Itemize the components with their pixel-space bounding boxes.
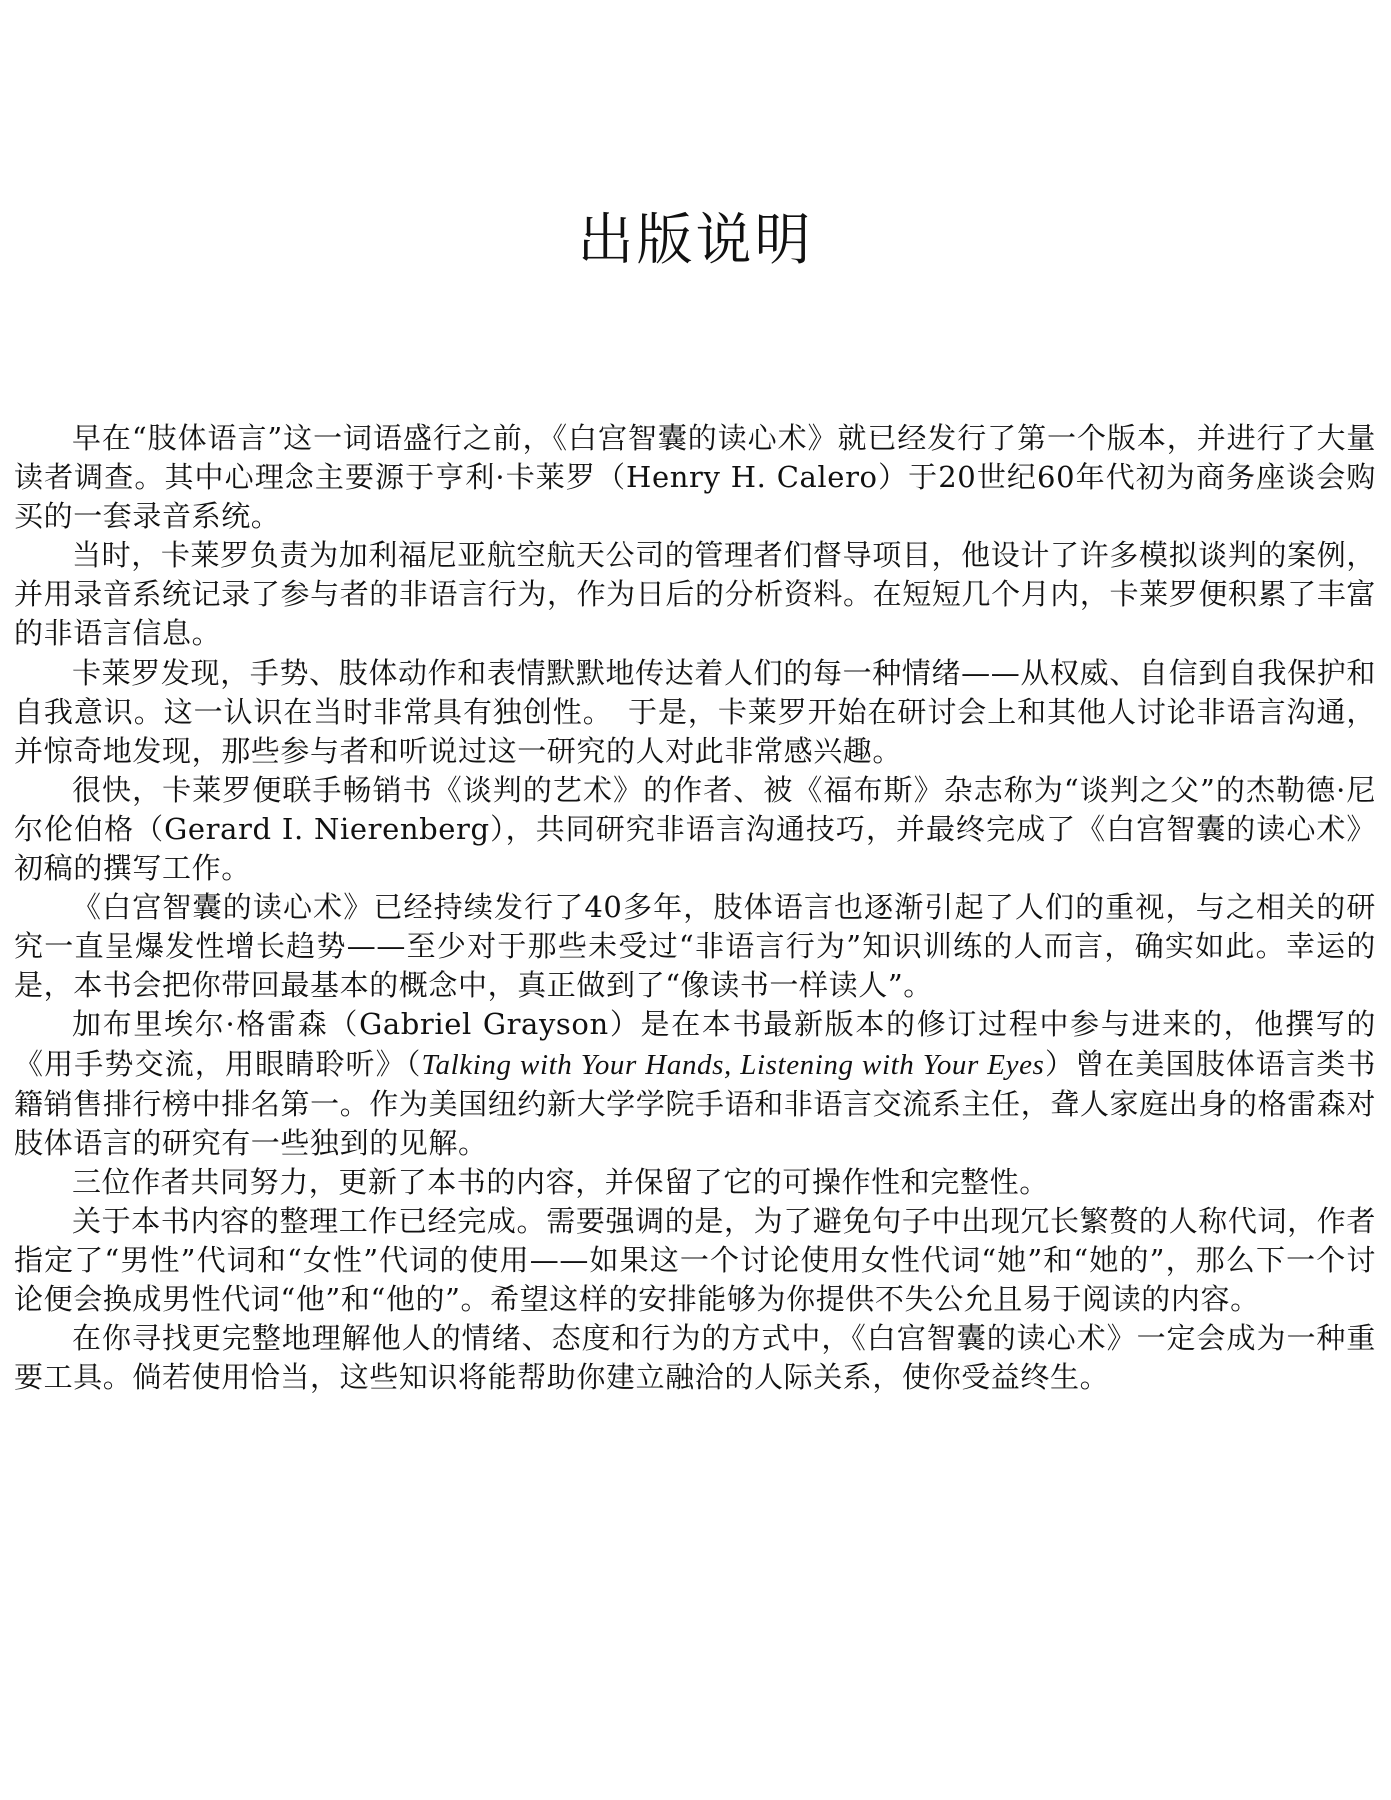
paragraph-2: 当时，卡莱罗负责为加利福尼亚航空航天公司的管理者们督导项目，他设计了许多模拟谈判的案例，并用录音系统记录了参与者的非语言行为，作为日后的分析资料。在短短几个月内，卡莱罗便积累了丰富的非语言信息。 bbox=[14, 538, 1376, 651]
paragraph-9: 在你寻找更完整地理解他人的情绪、态度和行为的方式中，《白宫智囊的读心术》一定会成为一种重要工具。倘若使用恰当，这些知识将能帮助你建立融洽的人际关系，使你受益终生。 bbox=[14, 1321, 1376, 1395]
document-body bbox=[14, 419, 1376, 1397]
book-title-italic: Talking with Your Hands, Listening with Your Eyes bbox=[421, 1048, 1045, 1081]
paragraph-6-text-after: ）曾在美国肢体语言类书籍销售排行榜中排名第一。作为美国纽约新大学学院手语和非语言交流系主任，聋人家庭出身的格雷森对肢体语言的研究有一些独到的见解。 bbox=[14, 1046, 1376, 1160]
page-title: 出版说明 bbox=[577, 208, 814, 273]
paragraph-8: 关于本书内容的整理工作已经完成。需要强调的是，为了避免句子中出现冗长繁赘的人称代词，作者指定了“男性”代词和“女性”代词的使用——如果这一个讨论使用女性代词“她”和“她的”，那么下一个讨论便会换成男性代词“他”和“他的”。希望这样的安排能够为你提供不失公允且易于阅读的内容。 bbox=[14, 1203, 1376, 1317]
paragraph-5: 《白宫智囊的读心术》已经持续发行了40多年，肢体语言也逐渐引起了人们的重视，与之相关的研究一直呈爆发性增长趋势——至少对于那些未受过“非语言行为”知识训练的人而言，确实如此。幸运的是，本书会把你带回最基本的概念中，真正做到了“像读书一样读人”。 bbox=[14, 890, 1376, 1003]
paragraph-7: 三位作者共同努力，更新了本书的内容，并保留了它的可操作性和完整性。 bbox=[72, 1164, 1049, 1199]
paragraph-3: 卡莱罗发现，手势、肢体动作和表情默默地传达着人们的每一种情绪——从权威、自信到自我保护和自我意识。这一认识在当时非常具有独创性。 于是，卡莱罗开始在研讨会上和其他人讨论非语言沟通，并惊奇地发现，那些参与者和听说过这一研究的人对此非常感兴趣。 bbox=[14, 655, 1376, 768]
paragraph-6-text-before: 加布里埃尔·格雷森（Gabriel Grayson）是在本书最新版本的修订过程中参与进来的，他撰写的《用手势交流，用眼睛聆听》（ bbox=[14, 1007, 1376, 1081]
paragraph-1: 早在“肢体语言”这一词语盛行之前，《白宫智囊的读心术》就已经发行了第一个版本，并进行了大量读者调查。其中心理念主要源于亨利·卡莱罗（Henry H. Calero）于20世纪60年代初为商务座谈会购买的一套录音系统。 bbox=[14, 421, 1376, 534]
paragraph-4: 很快，卡莱罗便联手畅销书《谈判的艺术》的作者、被《福布斯》杂志称为“谈判之父”的杰勒德·尼尔伦伯格（Gerard I. Nierenberg），共同研究非语言沟通技巧，并最终完成了《白宫智囊的读心术》初稿的撰写工作。 bbox=[14, 772, 1376, 886]
paragraph-6 bbox=[14, 1005, 1376, 1162]
